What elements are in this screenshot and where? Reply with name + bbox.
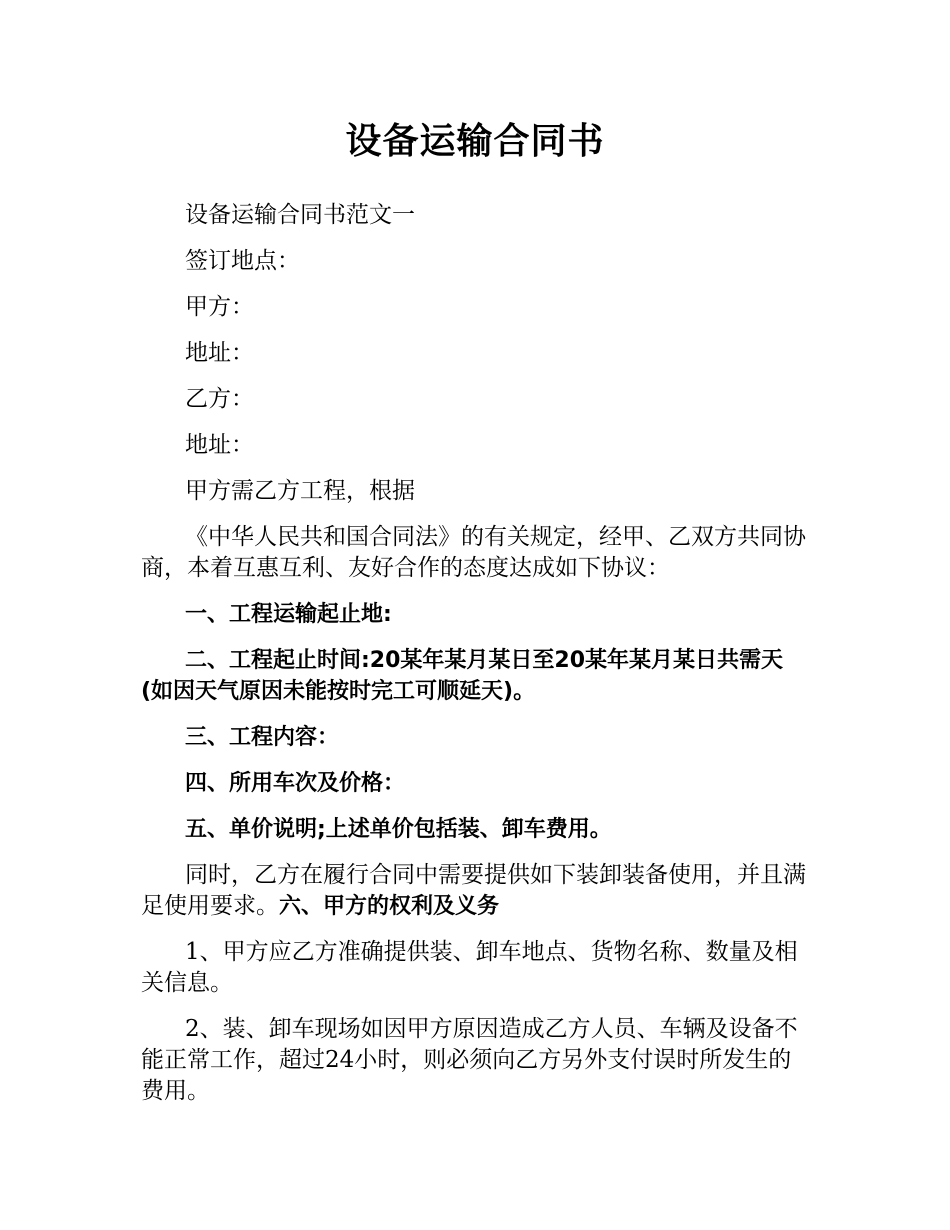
document-body — [141, 200, 809, 1122]
intro-line-1: 甲方需乙方工程，根据 — [185, 478, 415, 504]
clause-6: 六、甲方的权利及义务 — [279, 894, 500, 919]
clause-2: 二、工程起止时间:20某年某月某日至20某年某月某日共需天(如因天气原因未能按时完工可顺延天)。 — [141, 648, 784, 704]
party-b-line: 乙方： — [185, 386, 254, 412]
sample-heading: 设备运输合同书范文一 — [185, 202, 415, 228]
party-a-line: 甲方： — [185, 294, 254, 320]
equipment-text: 同时，乙方在履行合同中需要提供如下装卸装备使用，并且满足使用要求。 — [141, 862, 806, 919]
clause-1: 一、工程运输起止地: — [185, 602, 392, 627]
address-b-line: 地址： — [185, 432, 254, 458]
clause-4: 四、所用车次及价格： — [185, 771, 406, 796]
clause-3: 三、工程内容： — [185, 725, 340, 750]
address-a-line: 地址： — [185, 340, 254, 366]
sign-place-line: 签订地点： — [185, 248, 300, 274]
intro-paragraph: 《中华人民共和国合同法》的有关规定，经甲、乙双方共同协商，本着互惠互利、友好合作的态度达成如下协议： — [141, 524, 806, 581]
clause-5: 五、单价说明;上述单价包括装、卸车费用。 — [185, 817, 612, 842]
item-1: 1、甲方应乙方准确提供装、卸车地点、货物名称、数量及相关信息。 — [141, 939, 798, 996]
document-title: 设备运输合同书 — [345, 121, 605, 162]
equipment-paragraph — [141, 860, 809, 922]
item-2: 2、装、卸车现场如因甲方原因造成乙方人员、车辆及设备不能正常工作，超过24小时，则必须向乙方另外支付误时所发生的费用。 — [141, 1016, 798, 1104]
